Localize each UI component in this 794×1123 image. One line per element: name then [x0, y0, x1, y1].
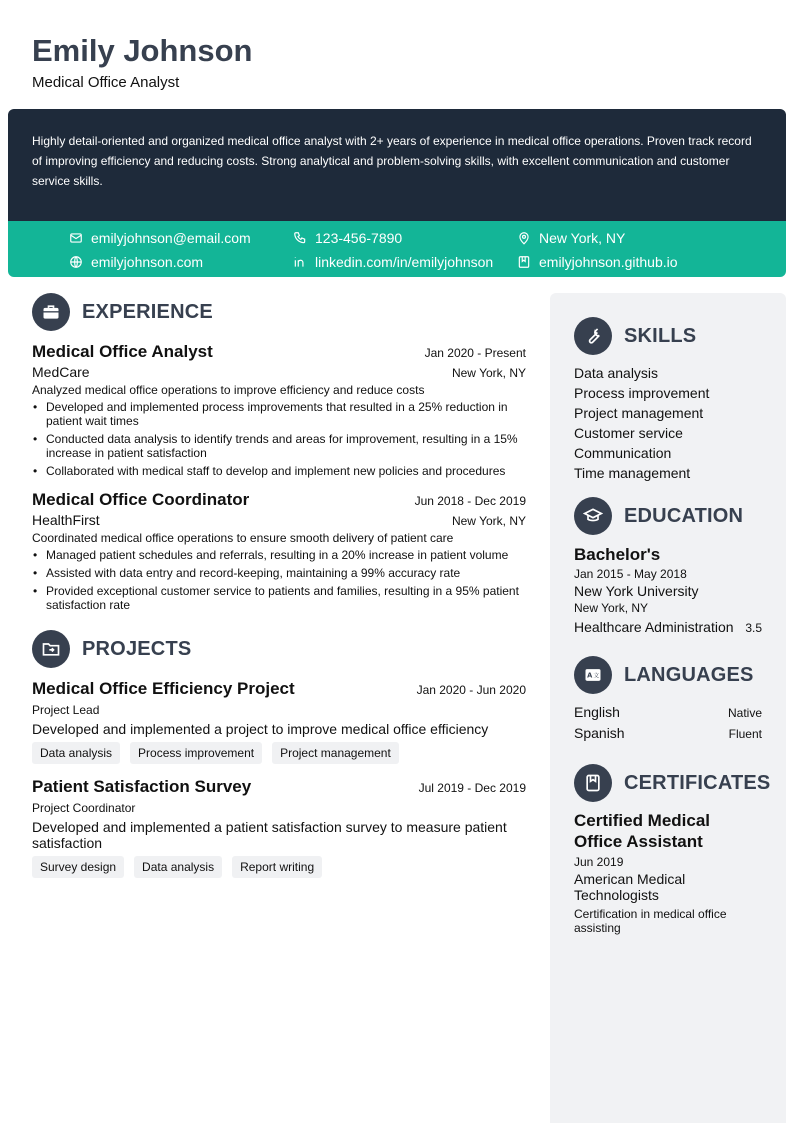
bullet-item: • Assisted with data entry and record-keeping, maintaining a 99% accuracy rate: [32, 566, 526, 580]
skills-list: [574, 363, 762, 483]
certificates-section: [574, 764, 771, 935]
experience-item: [32, 342, 526, 478]
skills-section: [574, 317, 762, 483]
candidate-name: Emily Johnson: [32, 33, 253, 68]
bullet-item: • Managed patient schedules and referrals, resulting in a 20% increase in patient volume: [32, 548, 526, 562]
certificate-issuer: American Medical Technologists: [574, 871, 686, 903]
map-pin-icon: [517, 231, 531, 245]
education-school: New York University: [574, 583, 699, 599]
skill-item: Customer service: [574, 425, 683, 441]
skill-item: Communication: [574, 445, 672, 461]
education-field-row: [574, 617, 762, 638]
education-degree: Bachelor's: [574, 545, 661, 564]
briefcase-icon: [32, 293, 70, 331]
skill-item: Time management: [574, 465, 691, 481]
certificates-heading: CERTIFICATES: [574, 764, 762, 802]
book-icon: [517, 255, 531, 269]
bullet-item: • Developed and implemented process improvements that resulted in a 25% reduction in patient wait times: [32, 400, 526, 428]
contact-github[interactable]: emilyjohnson.github.io: [517, 253, 678, 271]
certificate-name: Certified Medical Office Assistant: [574, 811, 711, 851]
phone-icon: [293, 231, 307, 245]
job-bullets: [32, 400, 526, 478]
project-role: Project Lead: [32, 703, 100, 717]
project-tags: [32, 742, 526, 764]
contact-email[interactable]: emilyjohnson@email.com: [69, 229, 251, 247]
job-dates: Jun 2018 - Dec 2019: [414, 494, 526, 508]
skill-item: Data analysis: [574, 365, 659, 381]
job-summary: Analyzed medical office operations to improve efficiency and reduce costs: [32, 383, 425, 397]
resume-header: [32, 32, 252, 91]
education-heading: EDUCATION: [574, 497, 762, 535]
tag: Data analysis: [32, 742, 120, 764]
skills-heading: SKILLS: [574, 317, 762, 355]
job-dates: Jan 2020 - Present: [424, 346, 526, 360]
sidebar: [550, 293, 786, 1123]
project-dates: Jan 2020 - Jun 2020: [416, 683, 526, 697]
language-item: Spanish Fluent: [574, 725, 762, 741]
education-dates: Jan 2015 - May 2018: [574, 567, 687, 581]
summary-text: Highly detail-oriented and organized medical office analyst with 2+ years of experience in medical office operations. Proven track record of improving efficiency and reducing costs. Strong analytical and problem-solving skills, with excellent communication and customer service skills.: [32, 134, 752, 188]
mail-icon: [69, 231, 83, 245]
education-gpa: 3.5: [745, 621, 762, 635]
project-title: Medical Office Efficiency Project: [32, 679, 295, 698]
bullet-item: • Conducted data analysis to identify trends and areas for improvement, resulting in a 15% increase in patient satisfaction: [32, 432, 526, 460]
wrench-icon: [574, 317, 612, 355]
project-item: [32, 777, 526, 878]
project-title: Patient Satisfaction Survey: [32, 777, 252, 796]
tag: Process improvement: [130, 742, 262, 764]
tag: Survey design: [32, 856, 124, 878]
graduation-cap-icon: [574, 497, 612, 535]
job-bullets: [32, 548, 526, 612]
languages-heading: A 文 LANGUAGES: [574, 656, 762, 694]
languages-list: [574, 702, 762, 744]
job-location: New York, NY: [451, 514, 526, 528]
tag: Project management: [272, 742, 399, 764]
bullet-item: • Collaborated with medical staff to develop and implement new policies and procedures: [32, 464, 526, 478]
education-location: New York, NY: [574, 601, 649, 615]
globe-icon: [69, 255, 83, 269]
job-company: HealthFirst: [32, 512, 100, 528]
skill-item: Process improvement: [574, 385, 710, 401]
summary-section: [8, 109, 786, 221]
project-description: Developed and implemented a patient satisfaction survey to measure patient satisfaction: [32, 819, 507, 851]
main-column: [32, 293, 526, 878]
certificate-book-icon: [574, 764, 612, 802]
folder-icon: [32, 630, 70, 668]
svg-text:A: A: [587, 671, 593, 680]
candidate-title: Medical Office Analyst: [32, 74, 180, 91]
experience-item: [32, 490, 526, 612]
contact-website[interactable]: emilyjohnson.com: [69, 253, 203, 271]
languages-section: [574, 656, 762, 744]
education-field: Healthcare Administration: [574, 619, 734, 635]
tag: Report writing: [232, 856, 322, 878]
projects-heading: PROJECTS: [32, 630, 526, 668]
bullet-item: • Provided exceptional customer service to patients and families, resulting in a 95% patient satisfaction rate: [32, 584, 526, 612]
education-section: [574, 497, 762, 638]
job-company: MedCare: [32, 364, 90, 380]
contact-bar: [8, 221, 786, 277]
project-item: [32, 679, 526, 764]
job-location: New York, NY: [451, 366, 526, 380]
tag: Data analysis: [134, 856, 222, 878]
job-title: Medical Office Analyst: [32, 342, 213, 361]
project-role: Project Coordinator: [32, 801, 136, 815]
project-description: Developed and implemented a project to improve medical office efficiency: [32, 721, 489, 737]
job-summary: Coordinated medical office operations to ensure smooth delivery of patient care: [32, 531, 454, 545]
linkedin-icon: [293, 255, 307, 269]
skill-item: Project management: [574, 405, 704, 421]
contact-location: New York, NY: [517, 229, 625, 247]
svg-text:文: 文: [593, 673, 600, 680]
certificate-date: Jun 2019: [574, 855, 624, 869]
language-item: English Native: [574, 704, 762, 720]
contact-phone[interactable]: 123-456-7890: [293, 229, 402, 247]
job-title: Medical Office Coordinator: [32, 490, 250, 509]
certificate-description: Certification in medical office assisting: [574, 907, 727, 935]
experience-heading: EXPERIENCE: [32, 293, 526, 331]
contact-linkedin[interactable]: linkedin.com/in/emilyjohnson: [293, 253, 493, 271]
translate-icon: [574, 656, 612, 694]
project-dates: Jul 2019 - Dec 2019: [418, 781, 526, 795]
project-tags: [32, 856, 526, 878]
